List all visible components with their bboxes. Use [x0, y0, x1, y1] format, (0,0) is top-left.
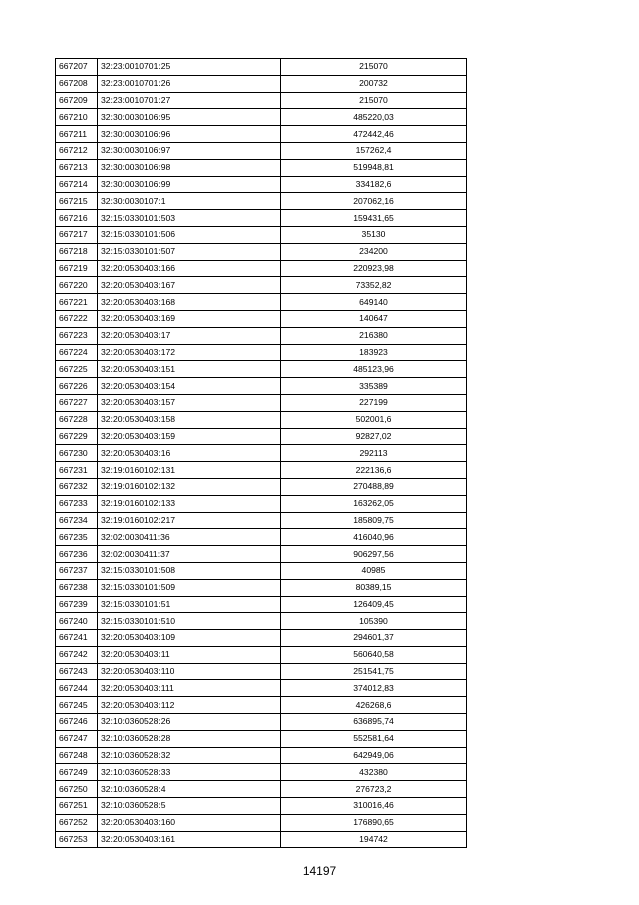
value-cell: 432380 — [281, 764, 467, 781]
value-cell: 234200 — [281, 243, 467, 260]
table-row — [56, 512, 467, 529]
cadastral-number-cell: 32:10:0360528:33 — [98, 764, 281, 781]
cadastral-number-cell: 32:20:0530403:17 — [98, 327, 281, 344]
value-cell: 176890,65 — [281, 814, 467, 831]
row-id-cell: 667217 — [56, 226, 98, 243]
cadastral-number-cell: 32:20:0530403:169 — [98, 310, 281, 327]
cadastral-number-cell: 32:20:0530403:151 — [98, 361, 281, 378]
table-row — [56, 210, 467, 227]
table-row — [56, 159, 467, 176]
table-row — [56, 478, 467, 495]
cadastral-number-cell: 32:20:0530403:110 — [98, 663, 281, 680]
row-id-cell: 667232 — [56, 478, 98, 495]
cadastral-number-cell: 32:15:0330101:503 — [98, 210, 281, 227]
row-id-cell: 667240 — [56, 613, 98, 630]
row-id-cell: 667234 — [56, 512, 98, 529]
table-row — [56, 781, 467, 798]
cadastral-number-cell: 32:20:0530403:109 — [98, 630, 281, 647]
cadastral-number-cell: 32:20:0530403:166 — [98, 260, 281, 277]
value-cell: 374012,83 — [281, 680, 467, 697]
data-table — [55, 58, 467, 848]
value-cell: 552581,64 — [281, 730, 467, 747]
row-id-cell: 667242 — [56, 646, 98, 663]
cadastral-number-cell: 32:15:0330101:508 — [98, 562, 281, 579]
cadastral-number-cell: 32:19:0160102:132 — [98, 478, 281, 495]
value-cell: 35130 — [281, 226, 467, 243]
row-id-cell: 667237 — [56, 562, 98, 579]
document-sheet — [55, 58, 466, 848]
value-cell: 270488,89 — [281, 478, 467, 495]
value-cell: 292113 — [281, 445, 467, 462]
value-cell: 222136,6 — [281, 462, 467, 479]
table-row — [56, 109, 467, 126]
row-id-cell: 667220 — [56, 277, 98, 294]
table-row — [56, 176, 467, 193]
value-cell: 294601,37 — [281, 630, 467, 647]
row-id-cell: 667214 — [56, 176, 98, 193]
value-cell: 251541,75 — [281, 663, 467, 680]
table-body — [56, 59, 467, 848]
cadastral-number-cell: 32:20:0530403:16 — [98, 445, 281, 462]
row-id-cell: 667233 — [56, 495, 98, 512]
table-row — [56, 613, 467, 630]
cadastral-number-cell: 32:15:0330101:509 — [98, 579, 281, 596]
cadastral-number-cell: 32:20:0530403:158 — [98, 411, 281, 428]
table-row — [56, 59, 467, 76]
row-id-cell: 667228 — [56, 411, 98, 428]
table-row — [56, 680, 467, 697]
value-cell: 906297,56 — [281, 546, 467, 563]
table-row — [56, 462, 467, 479]
row-id-cell: 667216 — [56, 210, 98, 227]
value-cell: 519948,81 — [281, 159, 467, 176]
cadastral-number-cell: 32:20:0530403:111 — [98, 680, 281, 697]
cadastral-number-cell: 32:20:0530403:167 — [98, 277, 281, 294]
cadastral-number-cell: 32:23:0010701:27 — [98, 92, 281, 109]
row-id-cell: 667209 — [56, 92, 98, 109]
table-row — [56, 142, 467, 159]
cadastral-number-cell: 32:20:0530403:172 — [98, 344, 281, 361]
row-id-cell: 667250 — [56, 781, 98, 798]
value-cell: 159431,65 — [281, 210, 467, 227]
value-cell: 276723,2 — [281, 781, 467, 798]
cadastral-number-cell: 32:30:0030107:1 — [98, 193, 281, 210]
table-row — [56, 562, 467, 579]
table-row — [56, 344, 467, 361]
cadastral-number-cell: 32:10:0360528:5 — [98, 798, 281, 815]
cadastral-number-cell: 32:10:0360528:28 — [98, 730, 281, 747]
table-row — [56, 529, 467, 546]
row-id-cell: 667247 — [56, 730, 98, 747]
cadastral-number-cell: 32:30:0030106:97 — [98, 142, 281, 159]
cadastral-number-cell: 32:02:0030411:36 — [98, 529, 281, 546]
cadastral-number-cell: 32:30:0030106:99 — [98, 176, 281, 193]
row-id-cell: 667226 — [56, 378, 98, 395]
value-cell: 185809,75 — [281, 512, 467, 529]
row-id-cell: 667229 — [56, 428, 98, 445]
cadastral-number-cell: 32:15:0330101:510 — [98, 613, 281, 630]
row-id-cell: 667222 — [56, 310, 98, 327]
value-cell: 485220,03 — [281, 109, 467, 126]
row-id-cell: 667219 — [56, 260, 98, 277]
cadastral-number-cell: 32:10:0360528:4 — [98, 781, 281, 798]
table-row — [56, 92, 467, 109]
value-cell: 80389,15 — [281, 579, 467, 596]
page-number: 14197 — [302, 864, 337, 878]
value-cell: 649140 — [281, 294, 467, 311]
table-row — [56, 798, 467, 815]
cadastral-number-cell: 32:23:0010701:26 — [98, 75, 281, 92]
table-row — [56, 495, 467, 512]
cadastral-number-cell: 32:23:0010701:25 — [98, 59, 281, 76]
value-cell: 416040,96 — [281, 529, 467, 546]
cadastral-number-cell: 32:20:0530403:154 — [98, 378, 281, 395]
cadastral-number-cell: 32:20:0530403:112 — [98, 697, 281, 714]
row-id-cell: 667244 — [56, 680, 98, 697]
value-cell: 163262,05 — [281, 495, 467, 512]
value-cell: 334182,6 — [281, 176, 467, 193]
value-cell: 183923 — [281, 344, 467, 361]
table-row — [56, 193, 467, 210]
row-id-cell: 667210 — [56, 109, 98, 126]
row-id-cell: 667248 — [56, 747, 98, 764]
row-id-cell: 667211 — [56, 126, 98, 143]
cadastral-number-cell: 32:19:0160102:131 — [98, 462, 281, 479]
table-row — [56, 243, 467, 260]
table-row — [56, 646, 467, 663]
value-cell: 220923,98 — [281, 260, 467, 277]
value-cell: 502001,6 — [281, 411, 467, 428]
value-cell: 194742 — [281, 831, 467, 848]
cadastral-number-cell: 32:30:0030106:95 — [98, 109, 281, 126]
table-row — [56, 596, 467, 613]
table-row — [56, 814, 467, 831]
table-row — [56, 730, 467, 747]
row-id-cell: 667238 — [56, 579, 98, 596]
value-cell: 92827,02 — [281, 428, 467, 445]
value-cell: 105390 — [281, 613, 467, 630]
cadastral-number-cell: 32:20:0530403:168 — [98, 294, 281, 311]
cadastral-number-cell: 32:20:0530403:160 — [98, 814, 281, 831]
value-cell: 73352,82 — [281, 277, 467, 294]
row-id-cell: 667253 — [56, 831, 98, 848]
cadastral-number-cell: 32:30:0030106:98 — [98, 159, 281, 176]
table-row — [56, 697, 467, 714]
table-row — [56, 411, 467, 428]
value-cell: 642949,06 — [281, 747, 467, 764]
row-id-cell: 667245 — [56, 697, 98, 714]
row-id-cell: 667212 — [56, 142, 98, 159]
row-id-cell: 667235 — [56, 529, 98, 546]
value-cell: 200732 — [281, 75, 467, 92]
row-id-cell: 667249 — [56, 764, 98, 781]
cadastral-number-cell: 32:20:0530403:161 — [98, 831, 281, 848]
row-id-cell: 667208 — [56, 75, 98, 92]
table-row — [56, 764, 467, 781]
row-id-cell: 667227 — [56, 394, 98, 411]
table-row — [56, 630, 467, 647]
table-row — [56, 663, 467, 680]
table-row — [56, 260, 467, 277]
value-cell: 215070 — [281, 59, 467, 76]
table-row — [56, 294, 467, 311]
cadastral-number-cell: 32:30:0030106:96 — [98, 126, 281, 143]
row-id-cell: 667230 — [56, 445, 98, 462]
value-cell: 426268,6 — [281, 697, 467, 714]
value-cell: 560640,58 — [281, 646, 467, 663]
value-cell: 215070 — [281, 92, 467, 109]
row-id-cell: 667221 — [56, 294, 98, 311]
row-id-cell: 667251 — [56, 798, 98, 815]
row-id-cell: 667224 — [56, 344, 98, 361]
row-id-cell: 667243 — [56, 663, 98, 680]
table-row — [56, 747, 467, 764]
table-row — [56, 428, 467, 445]
table-row — [56, 831, 467, 848]
value-cell: 335389 — [281, 378, 467, 395]
table-row — [56, 126, 467, 143]
value-cell: 227199 — [281, 394, 467, 411]
value-cell: 636895,74 — [281, 714, 467, 731]
cadastral-number-cell: 32:15:0330101:507 — [98, 243, 281, 260]
row-id-cell: 667223 — [56, 327, 98, 344]
value-cell: 216380 — [281, 327, 467, 344]
value-cell: 472442,46 — [281, 126, 467, 143]
cadastral-number-cell: 32:20:0530403:11 — [98, 646, 281, 663]
row-id-cell: 667239 — [56, 596, 98, 613]
row-id-cell: 667236 — [56, 546, 98, 563]
cadastral-number-cell: 32:19:0160102:217 — [98, 512, 281, 529]
table-row — [56, 394, 467, 411]
cadastral-number-cell: 32:02:0030411:37 — [98, 546, 281, 563]
cadastral-number-cell: 32:15:0330101:506 — [98, 226, 281, 243]
cadastral-number-cell: 32:10:0360528:26 — [98, 714, 281, 731]
row-id-cell: 667207 — [56, 59, 98, 76]
table-row — [56, 310, 467, 327]
value-cell: 310016,46 — [281, 798, 467, 815]
table-row — [56, 546, 467, 563]
cadastral-number-cell: 32:19:0160102:133 — [98, 495, 281, 512]
row-id-cell: 667241 — [56, 630, 98, 647]
table-row — [56, 579, 467, 596]
row-id-cell: 667252 — [56, 814, 98, 831]
value-cell: 40985 — [281, 562, 467, 579]
cadastral-number-cell: 32:10:0360528:32 — [98, 747, 281, 764]
value-cell: 157262,4 — [281, 142, 467, 159]
row-id-cell: 667225 — [56, 361, 98, 378]
table-row — [56, 445, 467, 462]
table-row — [56, 277, 467, 294]
value-cell: 140647 — [281, 310, 467, 327]
table-row — [56, 714, 467, 731]
value-cell: 485123,96 — [281, 361, 467, 378]
table-row — [56, 226, 467, 243]
value-cell: 126409,45 — [281, 596, 467, 613]
table-row — [56, 327, 467, 344]
row-id-cell: 667246 — [56, 714, 98, 731]
value-cell: 207062,16 — [281, 193, 467, 210]
cadastral-number-cell: 32:15:0330101:51 — [98, 596, 281, 613]
row-id-cell: 667215 — [56, 193, 98, 210]
row-id-cell: 667218 — [56, 243, 98, 260]
table-row — [56, 361, 467, 378]
row-id-cell: 667231 — [56, 462, 98, 479]
cadastral-number-cell: 32:20:0530403:159 — [98, 428, 281, 445]
table-row — [56, 75, 467, 92]
row-id-cell: 667213 — [56, 159, 98, 176]
table-row — [56, 378, 467, 395]
cadastral-number-cell: 32:20:0530403:157 — [98, 394, 281, 411]
